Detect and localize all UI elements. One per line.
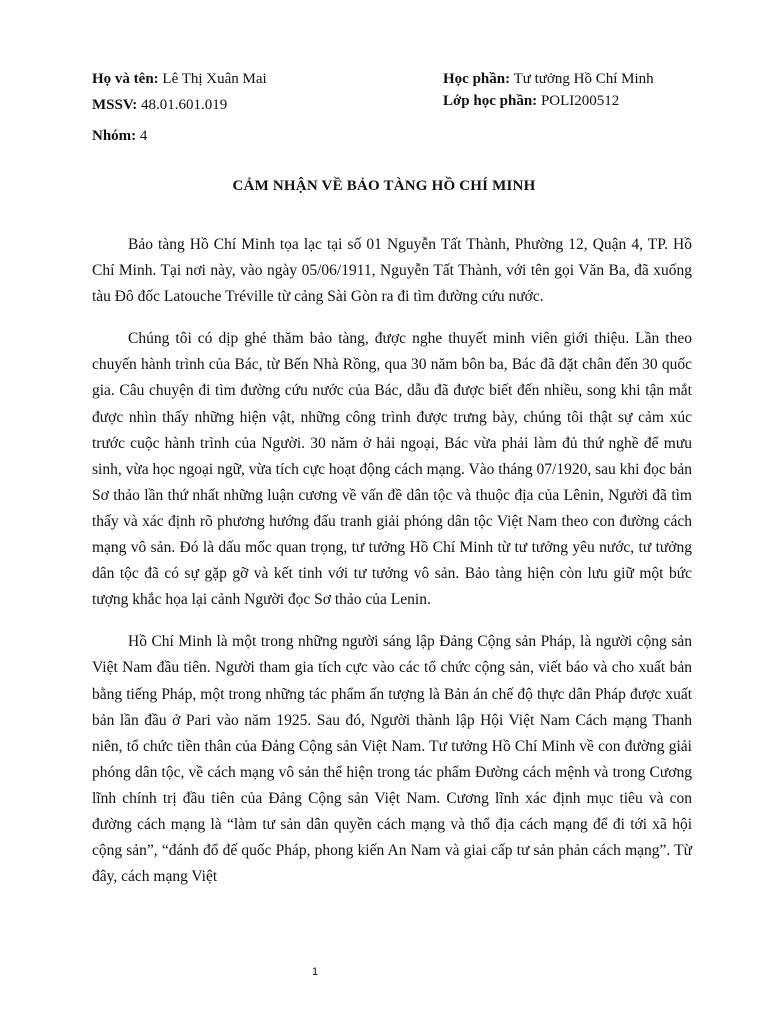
class-row: [443, 92, 619, 110]
course-row: [443, 70, 654, 88]
group-value: 4: [139, 128, 148, 144]
student-name-label: Họ và tên:: [92, 71, 159, 87]
document-body: [92, 232, 692, 906]
student-name-value: Lê Thị Xuân Mai: [162, 71, 267, 87]
class-value: POLI200512: [540, 93, 620, 109]
student-id-row: [92, 96, 227, 114]
class-label: Lớp học phần:: [443, 93, 538, 109]
course-value: Tư tưởng Hồ Chí Minh: [513, 71, 654, 87]
group-label: Nhóm:: [92, 128, 137, 144]
student-name-row: [92, 70, 267, 88]
page-number: 1: [311, 966, 319, 978]
course-label: Học phần:: [443, 71, 511, 87]
paragraph: Chúng tôi có dịp ghé thăm bảo tàng, được nghe thuyết minh viên giới thiệu. Lần theo chuyến hành trình của Bác, từ Bến Nhà Rồng, qua 30 năm bôn ba, Bác đã đặt chân đến 30 quốc gia. Câu chuyện đi tìm đường cứu nước của Bác, dẫu đã được biết đến nhiều, song khi tận mắt được nhìn thấy những hiện vật, những công trình được trưng bày, chúng tôi thật sự cảm xúc trước cuộc hành trình của Người. 30 năm ở hải ngoại, Bác vừa phải làm đủ thứ nghề để mưu sinh, vừa học ngoại ngữ, vừa tích cực hoạt động cách mạng. Vào tháng 07/1920, sau khi đọc bản Sơ thảo lần thứ nhất những luận cương về vấn đề dân tộc và thuộc địa của Lênin, Người đã tìm thấy và xác định rõ phương hướng đấu tranh giải phóng dân tộc Việt Nam theo con đường cách mạng vô sản. Đó là dấu mốc quan trọng, tư tưởng Hồ Chí Minh từ tư tưởng yêu nước, tư tưởng dân tộc đã có sự gặp gỡ và kết tinh với tư tưởng vô sản. Bảo tàng hiện còn lưu giữ một bức tượng khắc họa lại cảnh Người đọc Sơ thảo của Lenin.: [92, 330, 692, 609]
student-id-label: MSSV:: [92, 97, 138, 113]
group-row: [92, 127, 147, 145]
student-id-value: 48.01.601.019: [141, 97, 228, 113]
paragraph: Bảo tàng Hồ Chí Minh tọa lạc tại số 01 Nguyễn Tất Thành, Phường 12, Quận 4, TP. Hồ Chí Minh. Tại nơi này, vào ngày 05/06/1911, Nguyễn Tất Thành, với tên gọi Văn Ba, đã xuống tàu Đô đốc Latouche Tréville từ cảng Sài Gòn ra đi tìm đường cứu nước.: [92, 236, 692, 306]
paragraph: Hồ Chí Minh là một trong những người sáng lập Đảng Cộng sản Pháp, là người cộng sản Việt Nam đầu tiên. Người tham gia tích cực vào các tổ chức cộng sản, viết báo và cho xuất bản bằng tiếng Pháp, một trong những tác phẩm ấn tượng là Bản án chế độ thực dân Pháp được xuất bản lần đầu ở Pari vào năm 1925. Sau đó, Người thành lập Hội Việt Nam Cách mạng Thanh niên, tổ chức tiền thân của Đảng Cộng sản Việt Nam. Tư tưởng Hồ Chí Minh về con đường giải phóng dân tộc, về cách mạng vô sản thể hiện trong tác phẩm Đường cách mệnh và trong Cương lĩnh chính trị đầu tiên của Đảng Cộng sản Việt Nam. Cương lĩnh xác định mục tiêu và con đường cách mạng là “làm tư sản dân quyền cách mạng và thổ địa cách mạng để đi tới xã hội cộng sản”, “đánh đổ đế quốc Pháp, phong kiến An Nam và giai cấp tư sản phản cách mạng”. Từ đây, cách mạng Việt: [92, 633, 692, 886]
document-title: CẢM NHẬN VỀ BẢO TÀNG HỒ CHÍ MINH: [232, 178, 536, 194]
